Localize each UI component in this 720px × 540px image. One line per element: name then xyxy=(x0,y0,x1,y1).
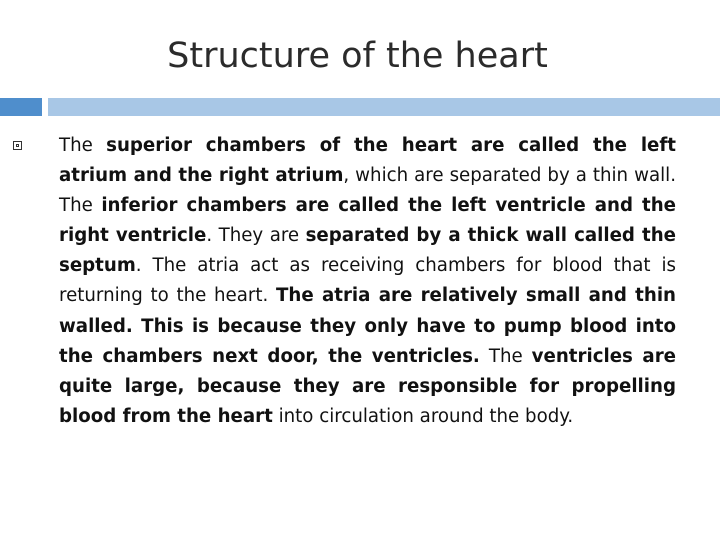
body-paragraph xyxy=(59,131,676,432)
text-segment: The xyxy=(479,345,532,367)
text-segment: into circulation around the body. xyxy=(272,405,574,427)
square-bullet-icon xyxy=(13,141,22,150)
text-segment-bold: The atria are relatively small and thin walled. This is because they only have to pump blood into the chambers next door, the ventricles. xyxy=(59,285,677,367)
text-segment-bold: inferior chambers are called the left ventricle and the right ventricle xyxy=(59,195,676,247)
text-segment: , which are separated by a thin wall. The xyxy=(59,165,676,217)
text-segment-bold: ventricles are quite large, because they are responsible for propelling blood from the heart xyxy=(59,345,677,427)
text-segment: . They are xyxy=(206,225,306,247)
slide-title: Structure of the heart xyxy=(167,36,548,76)
accent-bar-right xyxy=(48,98,720,116)
text-segment-bold: superior chambers of the heart are called the left atrium and the right atrium xyxy=(59,135,677,187)
text-segment: The xyxy=(59,135,107,156)
text-segment: . The atria act as receiving chambers for blood that is returning to the heart. xyxy=(59,255,676,307)
accent-bar-left xyxy=(0,98,42,116)
text-segment-bold: separated by a thick wall called the septum xyxy=(59,225,676,277)
